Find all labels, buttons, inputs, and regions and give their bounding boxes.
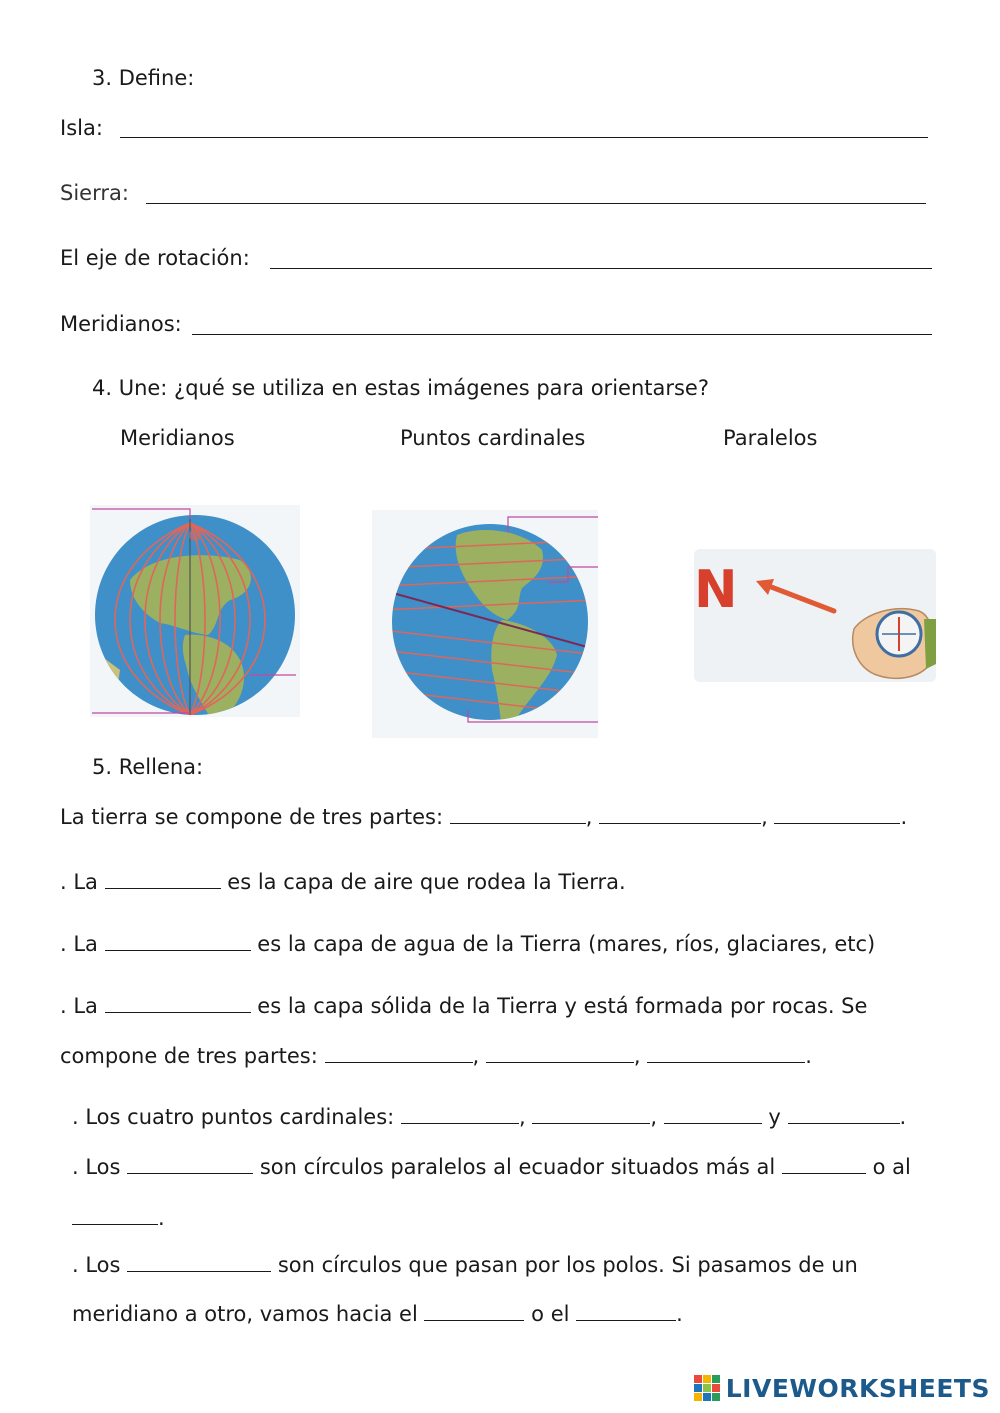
- blank-norte[interactable]: [782, 1155, 866, 1174]
- fill-line-3-prefix: . La: [60, 932, 98, 956]
- blank-meridianos[interactable]: [127, 1253, 271, 1272]
- fill-line-7-prefix: . Los: [72, 1155, 121, 1179]
- option-paralelos[interactable]: Paralelos: [723, 426, 818, 450]
- fill-line-1: [60, 805, 907, 828]
- end-8: .: [158, 1206, 165, 1230]
- fill-line-5-text: compone de tres partes:: [60, 1044, 318, 1068]
- sep-6a: ,: [518, 1105, 526, 1129]
- fill-line-3: [60, 932, 875, 955]
- fill-line-10: [72, 1302, 683, 1325]
- fill-line-6-text: . Los cuatro puntos cardinales:: [72, 1105, 395, 1129]
- blank-geosfera-part-2[interactable]: [486, 1044, 634, 1063]
- blank-earth-part-1[interactable]: [450, 805, 586, 824]
- cardinal-points-image[interactable]: [694, 549, 936, 682]
- blank-cardinal-1[interactable]: [401, 1105, 519, 1124]
- fill-line-9: [72, 1253, 858, 1276]
- eje-rotacion-answer-line[interactable]: [270, 268, 932, 269]
- fill-line-8: [72, 1206, 165, 1229]
- sep-1: ,: [585, 805, 593, 829]
- end-1: .: [900, 805, 908, 829]
- fill-line-7-suffix: o al: [872, 1155, 911, 1179]
- fill-line-1-text: La tierra se compone de tres partes:: [60, 805, 444, 829]
- blank-cardinal-2[interactable]: [532, 1105, 650, 1124]
- fill-line-9-prefix: . Los: [72, 1253, 121, 1277]
- blank-geosfera[interactable]: [105, 994, 251, 1013]
- sep-6b: ,: [650, 1105, 657, 1129]
- fill-line-2-prefix: . La: [60, 870, 98, 894]
- meridianos-answer-line[interactable]: [192, 334, 932, 335]
- q5-heading: 5. Rellena:: [92, 755, 204, 779]
- liveworksheets-logo[interactable]: [694, 1374, 990, 1403]
- fill-line-4-text: es la capa sólida de la Tierra y está formada por rocas. Se: [257, 994, 868, 1018]
- eje-rotacion-label: El eje de rotación:: [60, 246, 250, 270]
- fill-line-4-prefix: . La: [60, 994, 98, 1018]
- isla-label: Isla:: [60, 116, 103, 140]
- parallel-globe-image[interactable]: [372, 510, 598, 738]
- end-5: .: [805, 1044, 812, 1068]
- liveworksheets-logo-icon: [694, 1375, 720, 1403]
- end-10: .: [676, 1302, 683, 1326]
- fill-line-2-text: es la capa de aire que rodea la Tierra.: [227, 870, 626, 894]
- blank-oeste[interactable]: [576, 1302, 676, 1321]
- end-6: .: [899, 1105, 907, 1129]
- fill-line-5: [60, 1044, 812, 1067]
- blank-cardinal-3[interactable]: [664, 1105, 762, 1124]
- fill-line-2: [60, 870, 626, 893]
- fill-line-6: [72, 1105, 906, 1128]
- compass-north-letter: N: [694, 560, 738, 620]
- blank-cardinal-4[interactable]: [788, 1105, 900, 1124]
- blank-hidrosfera[interactable]: [105, 932, 251, 951]
- blank-earth-part-3[interactable]: [774, 805, 900, 824]
- fill-line-10-text: meridiano a otro, vamos hacia el: [72, 1302, 418, 1326]
- blank-este[interactable]: [424, 1302, 524, 1321]
- blank-geosfera-part-1[interactable]: [325, 1044, 473, 1063]
- option-meridianos[interactable]: Meridianos: [120, 426, 235, 450]
- sep-5a: ,: [472, 1044, 480, 1068]
- q3-heading: 3. Define:: [92, 66, 195, 90]
- blank-paralelos[interactable]: [127, 1155, 253, 1174]
- sep-2: ,: [761, 805, 768, 829]
- option-puntos-cardinales[interactable]: Puntos cardinales: [400, 426, 586, 450]
- fill-line-7-text: son círculos paralelos al ecuador situados más al: [259, 1155, 776, 1179]
- fill-line-9-text: son círculos que pasan por los polos. Si pasamos de un: [277, 1253, 858, 1277]
- blank-earth-part-2[interactable]: [599, 805, 761, 824]
- conj-y: y: [768, 1105, 781, 1129]
- blank-sur[interactable]: [72, 1206, 158, 1225]
- sierra-label: Sierra:: [60, 181, 129, 205]
- blank-geosfera-part-3[interactable]: [647, 1044, 805, 1063]
- fill-line-4: [60, 994, 867, 1017]
- sierra-answer-line[interactable]: [146, 203, 926, 204]
- meridian-globe-image[interactable]: [90, 505, 300, 717]
- isla-answer-line[interactable]: [120, 137, 928, 138]
- sep-5b: ,: [633, 1044, 641, 1068]
- liveworksheets-logo-text: LIVEWORKSHEETS: [725, 1374, 990, 1403]
- blank-atmosfera[interactable]: [105, 870, 221, 889]
- fill-line-3-text: es la capa de agua de la Tierra (mares, ríos, glaciares, etc): [257, 932, 876, 956]
- q4-heading: 4. Une: ¿qué se utiliza en estas imágenes para orientarse?: [92, 376, 709, 400]
- meridianos-label: Meridianos:: [60, 312, 182, 336]
- fill-line-7: [72, 1155, 911, 1178]
- fill-line-10-mid: o el: [531, 1302, 570, 1326]
